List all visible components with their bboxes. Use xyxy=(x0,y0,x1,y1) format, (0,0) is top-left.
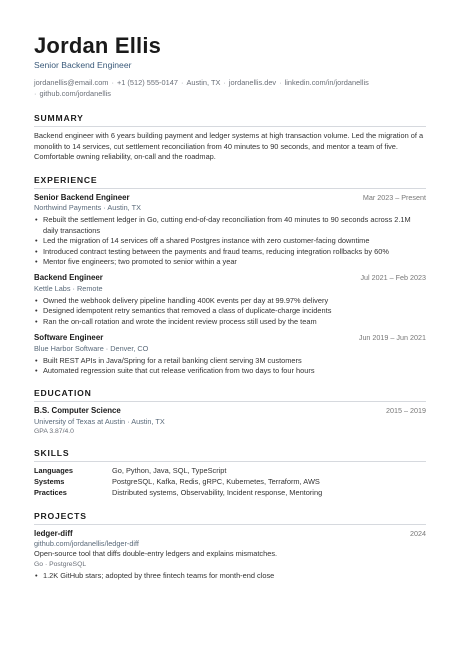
bullet-marker: • xyxy=(35,365,38,375)
section-divider xyxy=(34,126,426,127)
skill-row xyxy=(34,488,426,499)
bullet-marker: • xyxy=(35,355,38,365)
candidate-role: Senior Backend Engineer xyxy=(34,60,132,70)
contact-line xyxy=(34,77,394,99)
skills-section xyxy=(34,448,426,498)
resume-header xyxy=(34,34,426,99)
contact-website[interactable]: jordanellis.dev xyxy=(228,78,277,87)
skill-label: Practices xyxy=(34,487,67,497)
bullet-marker: • xyxy=(35,215,38,225)
skill-value: Go, Python, Java, SQL, TypeScript xyxy=(112,466,227,476)
section-divider xyxy=(34,524,426,525)
project-bullet: • 1.2K GitHub stars; adopted by three fintech teams for month-end close xyxy=(35,571,275,581)
skill-row xyxy=(34,466,426,477)
job-entry xyxy=(34,333,426,376)
job-bullet: • Introduced contract testing between the payments and fraud teams, reducing integration rollbacks by 60% xyxy=(35,246,389,256)
job-dates: Jun 2019 – Jun 2021 xyxy=(358,333,426,343)
contact-separator: · xyxy=(34,89,37,98)
experience-section xyxy=(34,175,426,377)
bullet-marker: • xyxy=(35,256,38,266)
project-entry xyxy=(34,529,426,582)
job-title: Software Engineer xyxy=(34,333,104,343)
job-dates: Mar 2023 – Present xyxy=(362,192,426,202)
education-dates: 2015 – 2019 xyxy=(386,406,426,416)
project-tech: Go · PostgreSQL xyxy=(34,560,87,568)
contact-location: Austin, TX xyxy=(186,78,221,87)
bullet-marker: • xyxy=(35,295,38,305)
skill-label: Systems xyxy=(34,477,65,487)
contact-linkedin[interactable]: linkedin.com/in/jordanellis xyxy=(284,78,369,87)
contact-separator: · xyxy=(180,78,184,87)
job-title: Backend Engineer xyxy=(34,273,103,283)
job-bullet: • Led the migration of 14 services off a shared Postgres instance with zero customer-facing downtime xyxy=(35,236,370,246)
degree-title: B.S. Computer Science xyxy=(34,406,121,416)
projects-section xyxy=(34,511,426,582)
skill-value: PostgreSQL, Kafka, Redis, gRPC, Kubernetes, Terraform, AWS xyxy=(112,477,320,487)
gpa: GPA 3.87/4.0 xyxy=(34,427,74,435)
section-title: EDUCATION xyxy=(34,388,92,399)
job-bullet: • Built REST APIs in Java/Spring for a retail banking client serving 3M customers xyxy=(35,355,302,365)
summary-section xyxy=(34,113,426,163)
contact-email[interactable]: jordanellis@email.com xyxy=(34,78,109,87)
project-link[interactable]: github.com/jordanellis/ledger-diff xyxy=(34,539,139,549)
project-name: ledger-diff xyxy=(34,528,73,538)
job-title: Senior Backend Engineer xyxy=(34,192,130,202)
contact-separator: · xyxy=(223,78,226,87)
section-title: SKILLS xyxy=(34,448,70,459)
skill-label: Languages xyxy=(34,466,74,476)
job-bullet: • Designed idempotent retry semantics that removed a class of duplicate-charge incidents xyxy=(35,306,332,316)
candidate-name: Jordan Ellis xyxy=(34,33,162,58)
job-bullet: • Automated regression suite that cut release verification from two days to four hours xyxy=(35,365,315,375)
section-divider xyxy=(34,188,426,189)
bullet-marker: • xyxy=(35,246,38,256)
bullet-marker: • xyxy=(35,236,38,246)
section-title: SUMMARY xyxy=(34,113,84,123)
job-company: Kettle Labs · Remote xyxy=(34,283,103,293)
skill-row xyxy=(34,477,426,488)
job-company: Northwind Payments · Austin, TX xyxy=(34,203,141,213)
contact-phone[interactable]: +1 (512) 555-0147 xyxy=(116,78,178,87)
job-entry xyxy=(34,273,426,327)
job-bullet: • Rebuilt the settlement ledger in Go, cutting end-of-day reconciliation from 40 minutes to 90 seconds across 2.1M daily transactions xyxy=(35,215,411,235)
school-name: University of Texas at Austin · Austin, TX xyxy=(34,416,165,426)
job-bullet: • Owned the webhook delivery pipeline handling 400K events per day at 99.97% delivery xyxy=(35,295,329,305)
contact-separator: · xyxy=(111,78,114,87)
section-divider xyxy=(34,401,426,402)
bullet-marker: • xyxy=(35,306,38,316)
section-title: EXPERIENCE xyxy=(34,174,98,185)
contact-github[interactable]: github.com/jordanellis xyxy=(39,89,111,98)
education-section xyxy=(34,388,426,436)
bullet-marker: • xyxy=(35,316,38,326)
project-year: 2024 xyxy=(410,528,426,538)
section-divider xyxy=(34,461,426,462)
section-title: PROJECTS xyxy=(34,510,87,521)
skill-value: Distributed systems, Observability, Incident response, Mentoring xyxy=(112,487,323,497)
job-company: Blue Harbor Software · Denver, CO xyxy=(34,343,149,353)
contact-separator: · xyxy=(279,78,282,87)
project-description: Open-source tool that diffs double-entry ledgers and explains mismatches. xyxy=(34,549,278,559)
job-bullet: • Ran the on-call rotation and wrote the incident review process still used by the team xyxy=(35,316,317,326)
job-entry xyxy=(34,193,426,268)
job-bullet: • Mentor five engineers; two promoted to senior within a year xyxy=(35,256,237,266)
bullet-marker: • xyxy=(35,571,38,581)
job-dates: Jul 2021 – Feb 2023 xyxy=(360,273,426,283)
summary-text: Backend engineer with 6 years building payment and ledger systems at high transaction volume. Led the migration of a monolith to 14 services, cut settlement reconciliation from 40 minutes to 90 seconds, and mentor a team of five. Comfortable owning reliability, on-call and the roadmap. xyxy=(34,131,424,162)
